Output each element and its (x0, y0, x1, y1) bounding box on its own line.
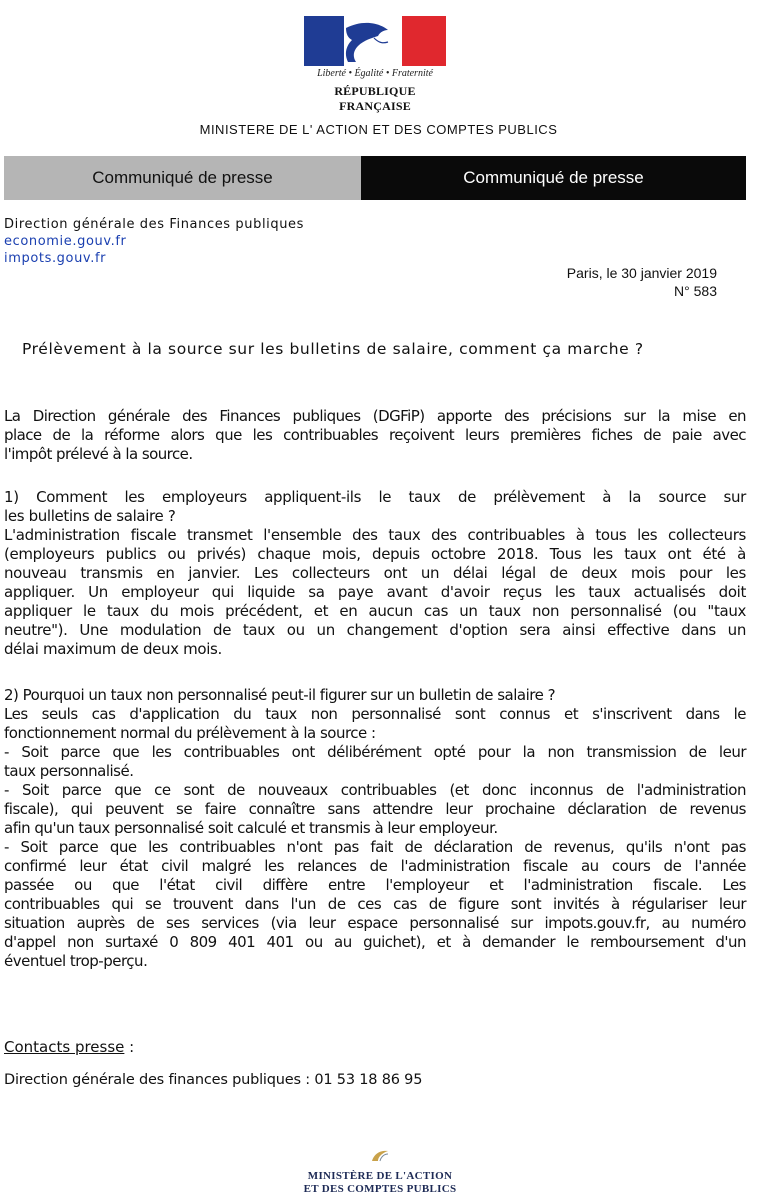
question-heading: 1) Comment les employeurs appliquent-ils le taux de prélèvement à la source sur (4, 488, 746, 506)
republic-name: RÉPUBLIQUE FRANÇAISE (334, 84, 416, 113)
republic-motto: Liberté • Égalité • Fraternité (317, 68, 433, 79)
contacts-suffix: : (124, 1038, 135, 1056)
release-date: Paris, le 30 janvier 2019 (566, 265, 717, 281)
text-line: - Soit parce que les contribuables n'ont pas fait de déclaration de revenus, qu'ils n'ont pas (4, 838, 746, 856)
ministry-title: MINISTERE DE L' ACTION ET DES COMPTES PUBLICS (199, 122, 558, 137)
link-economie[interactable]: economie.gouv.fr (4, 234, 127, 249)
contacts-phone: Direction générale des finances publiques : 01 53 18 86 95 (4, 1072, 423, 1088)
footer-line-2: ET DES COMPTES PUBLICS (303, 1183, 457, 1195)
ministry-footer-logo (290, 1148, 470, 1198)
text-line: appliquer le taux du mois précédent, et en aucun cas un taux non personnalisé (ou "taux (4, 602, 746, 620)
footer-line-1: MINISTÈRE DE L'ACTION (307, 1170, 453, 1182)
page-title: Prélèvement à la source sur les bulletins de salaire, comment ça marche ? (22, 340, 644, 358)
question-2-section (4, 686, 746, 971)
text-line: contribuables qui se trouvent dans l'un de ces cas de figure sont invités à régulariser leur (4, 895, 746, 913)
text-line: fonctionnement normal du prélèvement à la source : (4, 724, 376, 742)
marianne-flag-icon (304, 16, 446, 66)
text-line: passée ou que l'état civil diffère entre l'employeur et l'administration fiscale. Les (4, 876, 746, 894)
text-line: afin qu'un taux personnalisé soit calculé et transmis à leur employeur. (4, 819, 498, 837)
text-line: (employeurs publics ou privés) chaque mois, depuis octobre 2018. Tous les taux ont été à (4, 545, 746, 563)
text-line: - Soit parce que les contribuables ont délibérément opté pour la non transmission de leur (4, 743, 746, 761)
intro-paragraph (4, 407, 746, 464)
text-line: délai maximum de deux mois. (4, 640, 222, 658)
text-line: place de la réforme alors que les contribuables reçoivent leurs premières fiches de paie avec (4, 426, 746, 444)
link-impots[interactable]: impots.gouv.fr (4, 251, 107, 266)
date-block (567, 264, 717, 300)
text-line: appliquer. Un employeur qui liquide sa paye avant d'avoir reçus les taux actualisés doit (4, 583, 746, 601)
text-line: d'appel non surtaxé 0 809 401 401 ou au guichet), et à demander le remboursement d'un (4, 933, 746, 951)
contacts-label: Contacts presse (4, 1038, 125, 1056)
text-line: neutre"). Une modulation de taux ou un changement d'option sera ainsi effective dans un (4, 621, 746, 639)
contacts-heading (4, 1038, 134, 1056)
release-number: N° 583 (674, 283, 717, 299)
banner-right-label: Communiqué de presse (361, 156, 746, 200)
sender-name: Direction générale des Finances publiques (4, 217, 305, 232)
text-line: éventuel trop-perçu. (4, 952, 148, 970)
text-line: L'administration fiscale transmet l'ensemble des taux des contribuables à tous les collecteurs (4, 526, 746, 544)
text-line: situation auprès de ses services (via leur espace personnalisé sur impots.gouv.fr, au numéro (4, 914, 746, 932)
text-line: taux personnalisé. (4, 762, 134, 780)
press-release-banner (4, 156, 746, 200)
text-line: confirmé leur état civil malgré les relances de l'administration fiscale au cours de l'année (4, 857, 746, 875)
republique-francaise-logo (300, 12, 450, 113)
text-line: fiscale), qui peuvent se faire connaître sans attendre leur prochaine déclaration de revenus (4, 800, 746, 818)
banner-left-label: Communiqué de presse (4, 156, 361, 200)
question-1-section (4, 488, 746, 659)
text-line: l'impôt prélevé à la source. (4, 445, 193, 463)
text-line: Les seuls cas d'application du taux non personnalisé sont connus et s'inscrivent dans le (4, 705, 746, 723)
text-line: - Soit parce que ce sont de nouveaux contribuables (et donc inconnus de l'administration (4, 781, 746, 799)
text-line: La Direction générale des Finances publiques (DGFiP) apporte des précisions sur la mise en (4, 407, 746, 425)
text-line: nouveau transmis en janvier. Les collecteurs ont un délai légal de deux mois pour les (4, 564, 746, 582)
marianne-emblem-icon (370, 1148, 390, 1162)
question-heading: 2) Pourquoi un taux non personnalisé peut-il figurer sur un bulletin de salaire ? (4, 686, 556, 704)
question-heading: les bulletins de salaire ? (4, 507, 176, 525)
